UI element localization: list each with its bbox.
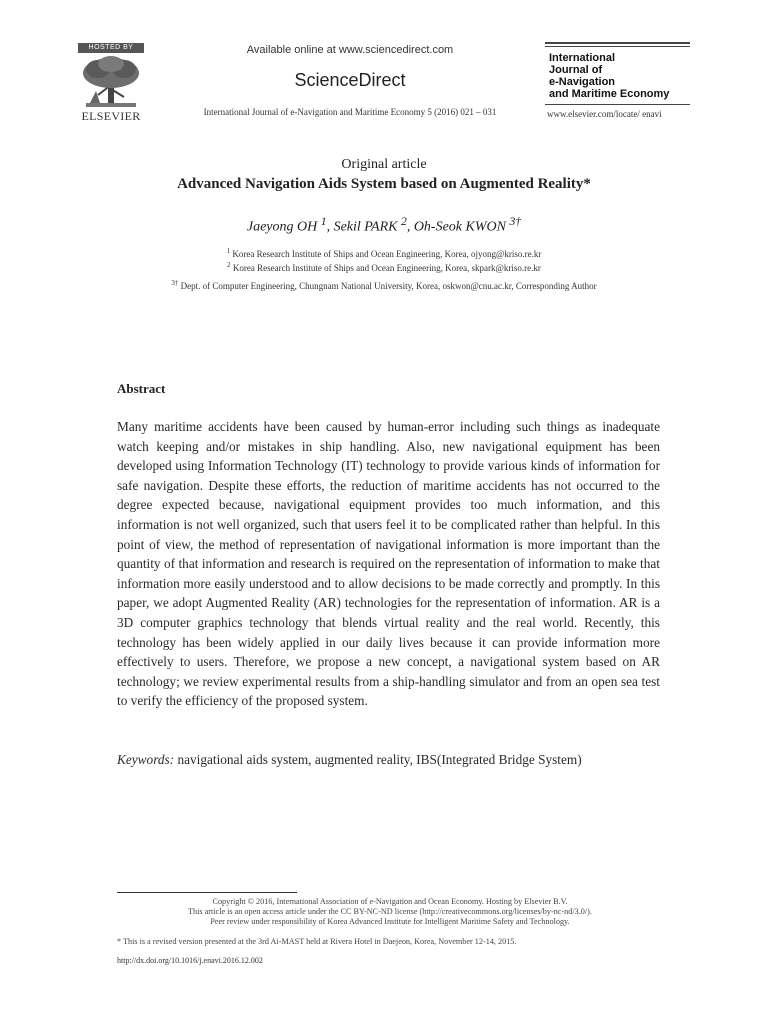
author-park-sup: 2 [400, 215, 407, 228]
elsevier-tree-icon [78, 55, 144, 109]
author-kwon-sup: 3† [509, 215, 522, 228]
author-oh-sup: 1 [320, 215, 327, 228]
keywords-text: navigational aids system, augmented reality, IBS(Integrated Bridge System) [174, 752, 582, 767]
banner-rule-top [545, 42, 690, 44]
keywords [117, 752, 677, 768]
revision-footnote: * This is a revised version presented at the 3rd Ai-MAST held at Rivera Hotel in Daejeon, Korea, November 12-14, 2015. [117, 937, 517, 946]
affiliation-sup: 3† [171, 279, 179, 287]
available-online [160, 44, 540, 56]
author-park: , Sekil PARK [326, 219, 401, 235]
sciencedirect-title[interactable]: ScienceDirect [294, 70, 406, 90]
journal-url-link[interactable]: www.elsevier.com/locate/ enavi [547, 109, 662, 119]
affiliation-sup: 2 [227, 261, 231, 269]
abstract-heading: Abstract [117, 381, 166, 396]
copyright-notice: Copyright © 2016, International Association of e-Navigation and Ocean Economy. Hosting by Elsevier B.V. [212, 897, 568, 906]
banner-rule-top-thin [545, 46, 690, 47]
journal-name-line1: International [549, 52, 616, 64]
affiliation-3 [0, 279, 768, 291]
doi-link[interactable]: http://dx.doi.org/10.1016/j.enavi.2016.12.002 [117, 956, 263, 965]
affiliation-2 [0, 261, 768, 273]
journal-citation: International Journal of e-Navigation and Maritime Economy 5 (2016) 021 – 031 [203, 107, 497, 117]
banner-rule-bottom [545, 104, 690, 105]
journal-banner [545, 42, 690, 120]
author-list [0, 215, 768, 236]
affiliation-sup: 1 [226, 247, 231, 255]
affiliation-text: Korea Research Institute of Ships and Ocean Engineering, Korea, skpark@kriso.re.kr [230, 263, 541, 273]
author-kwon: , Oh-Seok KWON [406, 219, 510, 235]
peer-review-notice: Peer review under responsibility of Korea Advanced Institute for Intelligent Maritime Safety and Technology. [210, 917, 570, 926]
hosted-by-label: HOSTED BY [78, 43, 144, 53]
footnote-rule [117, 892, 297, 893]
journal-name-line3: e-Navigation [549, 76, 616, 88]
journal-name-line2: Journal of [549, 64, 603, 76]
keywords-label: Keywords: [117, 752, 175, 767]
journal-name-line4: and Maritime Economy [549, 88, 670, 100]
elsevier-wordmark: ELSEVIER [81, 109, 141, 123]
affiliation-1 [0, 247, 768, 259]
abstract-body: Many maritime accidents have been caused by human-error including such things as inadequate watch keeping and/or mistakes in ship handling. Also, new navigational equipment has been developed using Information Technology (IT) technology to provide various kinds of information for safe navigation. Despite these efforts, the reduction of maritime accidents has not occurred to the degree expected because, navigational equipment provides too much information, and this information is not well organized, such that users feel it to be complicated rather than helpful. In this point of view, the method of representation of navigational information is more important than the quantity of that information and research is required on the representation of information to make that information more easily understood and to allow decisions to be made correctly and promptly. In this paper, we adopt Augmented Reality (AR) technologies for the representation of information. AR is a 3D computer graphics technology that blends virtual reality and the real world. Recently, this technology has been widely applied in our daily lives because it can provide information more effectively to users. Therefore, we propose a new concept, a navigational system based on AR technology; we review experimental results from a ship-handling simulator and from an open sea test to verify the efficiency of the proposed system. [117, 419, 660, 709]
affiliation-text: Korea Research Institute of Ships and Ocean Engineering, Korea, ojyong@kriso.re.kr [230, 249, 542, 259]
sciencedirect-url-link[interactable]: www.sciencedirect.com [338, 44, 454, 56]
journal-name [549, 52, 689, 100]
elsevier-logo[interactable] [78, 43, 144, 121]
license-notice: This article is an open access article under the CC BY-NC-ND license (http://creativecommons.org/licenses/by-nc-nd/3.0/). [188, 907, 592, 916]
article-title: Advanced Navigation Aids System based on Augmented Reality* [177, 176, 591, 192]
affiliation-text: Dept. of Computer Engineering, Chungnam National University, Korea, oskwon@cnu.ac.kr, Corresponding Author [178, 281, 597, 291]
author-oh: Jaeyong OH [246, 219, 321, 235]
available-prefix: Available online at [246, 44, 339, 56]
article-type: Original article [341, 157, 427, 172]
